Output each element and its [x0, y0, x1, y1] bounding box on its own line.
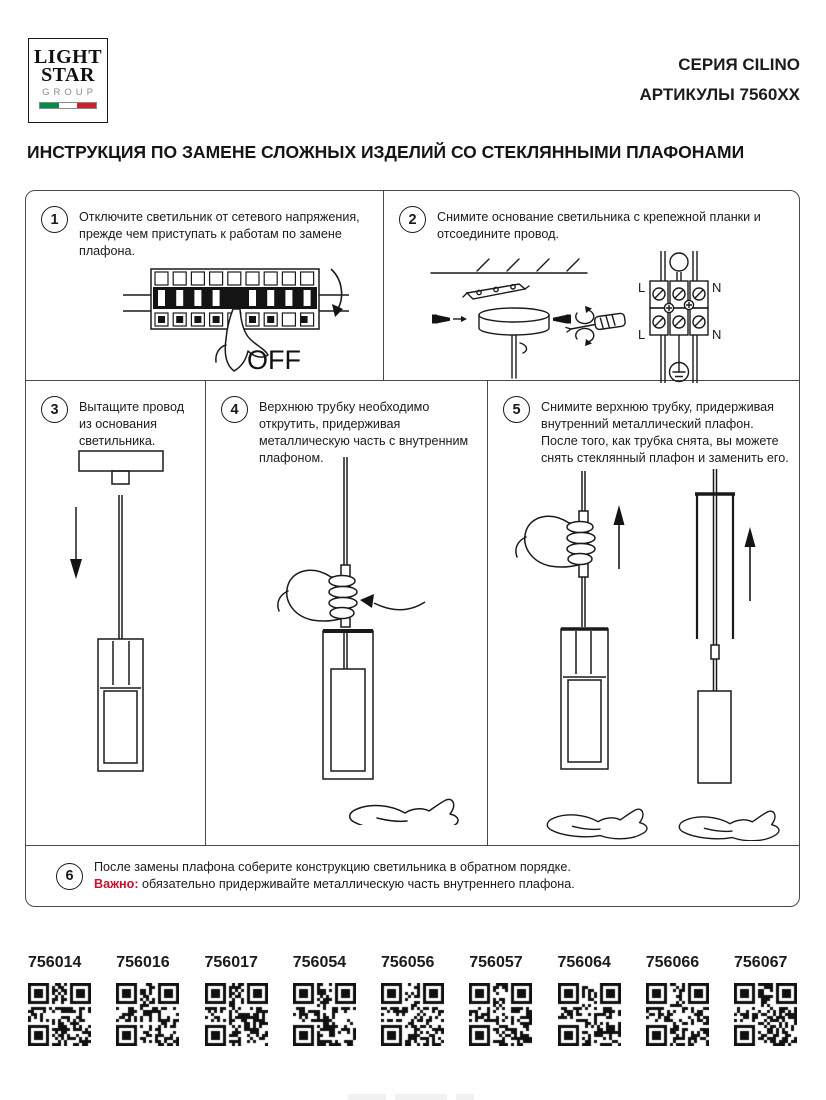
step-1-cell	[26, 191, 384, 380]
article-item	[646, 954, 712, 1046]
article-item	[734, 954, 800, 1046]
page-title: ИНСТРУКЦИЯ ПО ЗАМЕНЕ СЛОЖНЫХ ИЗДЕЛИЙ СО СТЕКЛЯННЫМИ ПЛАФОНАМИ	[27, 142, 745, 162]
step-5-cell	[488, 381, 799, 845]
remove-tube-illustration	[492, 469, 798, 841]
step-1-number: 1	[41, 206, 68, 233]
article-item	[116, 954, 182, 1046]
article-item	[558, 954, 624, 1046]
step-5-text: Снимите верхнюю трубку, придерживая внутренний металлический плафон. После того, как трубка снята, вы можете снять стеклянный плафон и заменить его.	[541, 400, 789, 465]
step-3-text: Вытащите провод из основания светильника.	[79, 400, 185, 448]
step-5-number: 5	[503, 396, 530, 423]
step-6-cell	[26, 846, 799, 906]
qr-code	[205, 983, 268, 1046]
article-number: 756017	[204, 954, 258, 971]
screw-right-icon	[553, 315, 571, 324]
supporting-hand-icon	[350, 799, 458, 825]
article-number: 756064	[557, 954, 611, 971]
qr-code	[558, 983, 621, 1046]
important-text: обязательно придерживайте металлическую часть внутреннего плафона.	[138, 877, 575, 891]
article-item	[381, 954, 447, 1046]
step-4-cell	[206, 381, 488, 845]
step-4-text: Верхнюю трубку необходимо открутить, придерживая металлическую часть с внутренним плафоном.	[259, 400, 469, 465]
qr-code	[734, 983, 797, 1046]
canopy-removal-illustration	[419, 253, 629, 379]
logo-word-group: GROUP	[42, 87, 97, 98]
step-2-text: Снимите основание светильника с крепежной планки и отсоедините провод.	[437, 210, 761, 241]
italian-flag-bar	[39, 102, 97, 109]
step-6-number: 6	[56, 863, 83, 890]
supporting-hand-icon	[679, 811, 779, 841]
article-item	[469, 954, 535, 1046]
step-2-number: 2	[399, 206, 426, 233]
header-right	[639, 50, 800, 110]
article-number: 756056	[381, 954, 435, 971]
article-number: 756016	[116, 954, 170, 971]
terminal-l-bottom-label: L	[638, 327, 646, 342]
articles-title: АРТИКУЛЫ 7560XX	[639, 85, 800, 104]
gripping-hand-icon	[516, 516, 595, 567]
instruction-table	[25, 190, 800, 907]
up-arrow-icon	[614, 505, 625, 569]
breaker-off-illustration	[121, 255, 353, 379]
lightstar-logo	[28, 38, 108, 123]
qr-code	[646, 983, 709, 1046]
off-label: OFF	[247, 345, 301, 375]
cutoff-text-fragment	[348, 1094, 474, 1100]
terminal-n-top-label: N	[712, 280, 722, 295]
step-2-cell	[384, 191, 799, 380]
step-4-number: 4	[221, 396, 248, 423]
qr-code	[469, 983, 532, 1046]
turn-arrow-icon	[360, 594, 425, 610]
down-arrow-icon	[70, 559, 82, 579]
series-title: СЕРИЯ CILINO	[678, 55, 800, 74]
pull-cord-illustration	[34, 443, 199, 781]
logo-word-star: STAR	[41, 64, 95, 86]
article-qr-row	[28, 954, 800, 1046]
logo-word-light: LIGHT	[33, 46, 103, 68]
terminal-block-illustration	[614, 249, 744, 391]
step-1-text: Отключите светильник от сетевого напряжения, прежде чем приступать к работам по замене плафона.	[79, 210, 360, 258]
terminal-l-top-label: L	[638, 280, 646, 295]
qr-code	[381, 983, 444, 1046]
article-number: 756054	[292, 954, 347, 971]
step-3-number: 3	[41, 396, 68, 423]
article-number: 756014	[28, 954, 82, 971]
gripping-hand-icon	[278, 570, 357, 621]
article-item	[205, 954, 271, 1046]
up-arrow-icon	[745, 527, 756, 601]
article-item	[293, 954, 359, 1046]
unscrew-tube-illustration	[211, 453, 481, 825]
qr-code	[28, 983, 91, 1046]
step-6-text: После замены плафона соберите конструкцию светильника в обратном порядке. Важно: обязательно придерживайте металлическую часть внутреннего плафона.	[94, 860, 575, 891]
screw-left-icon	[432, 315, 467, 324]
important-label: Важно:	[94, 877, 139, 891]
qr-code	[116, 983, 179, 1046]
supporting-hand-icon	[547, 809, 647, 839]
article-item	[28, 954, 94, 1046]
article-number: 756066	[645, 954, 700, 971]
step-3-cell	[26, 381, 206, 845]
article-number: 756067	[734, 954, 788, 971]
article-number: 756057	[469, 954, 523, 971]
qr-code	[293, 983, 356, 1046]
terminal-n-bottom-label: N	[712, 327, 722, 342]
